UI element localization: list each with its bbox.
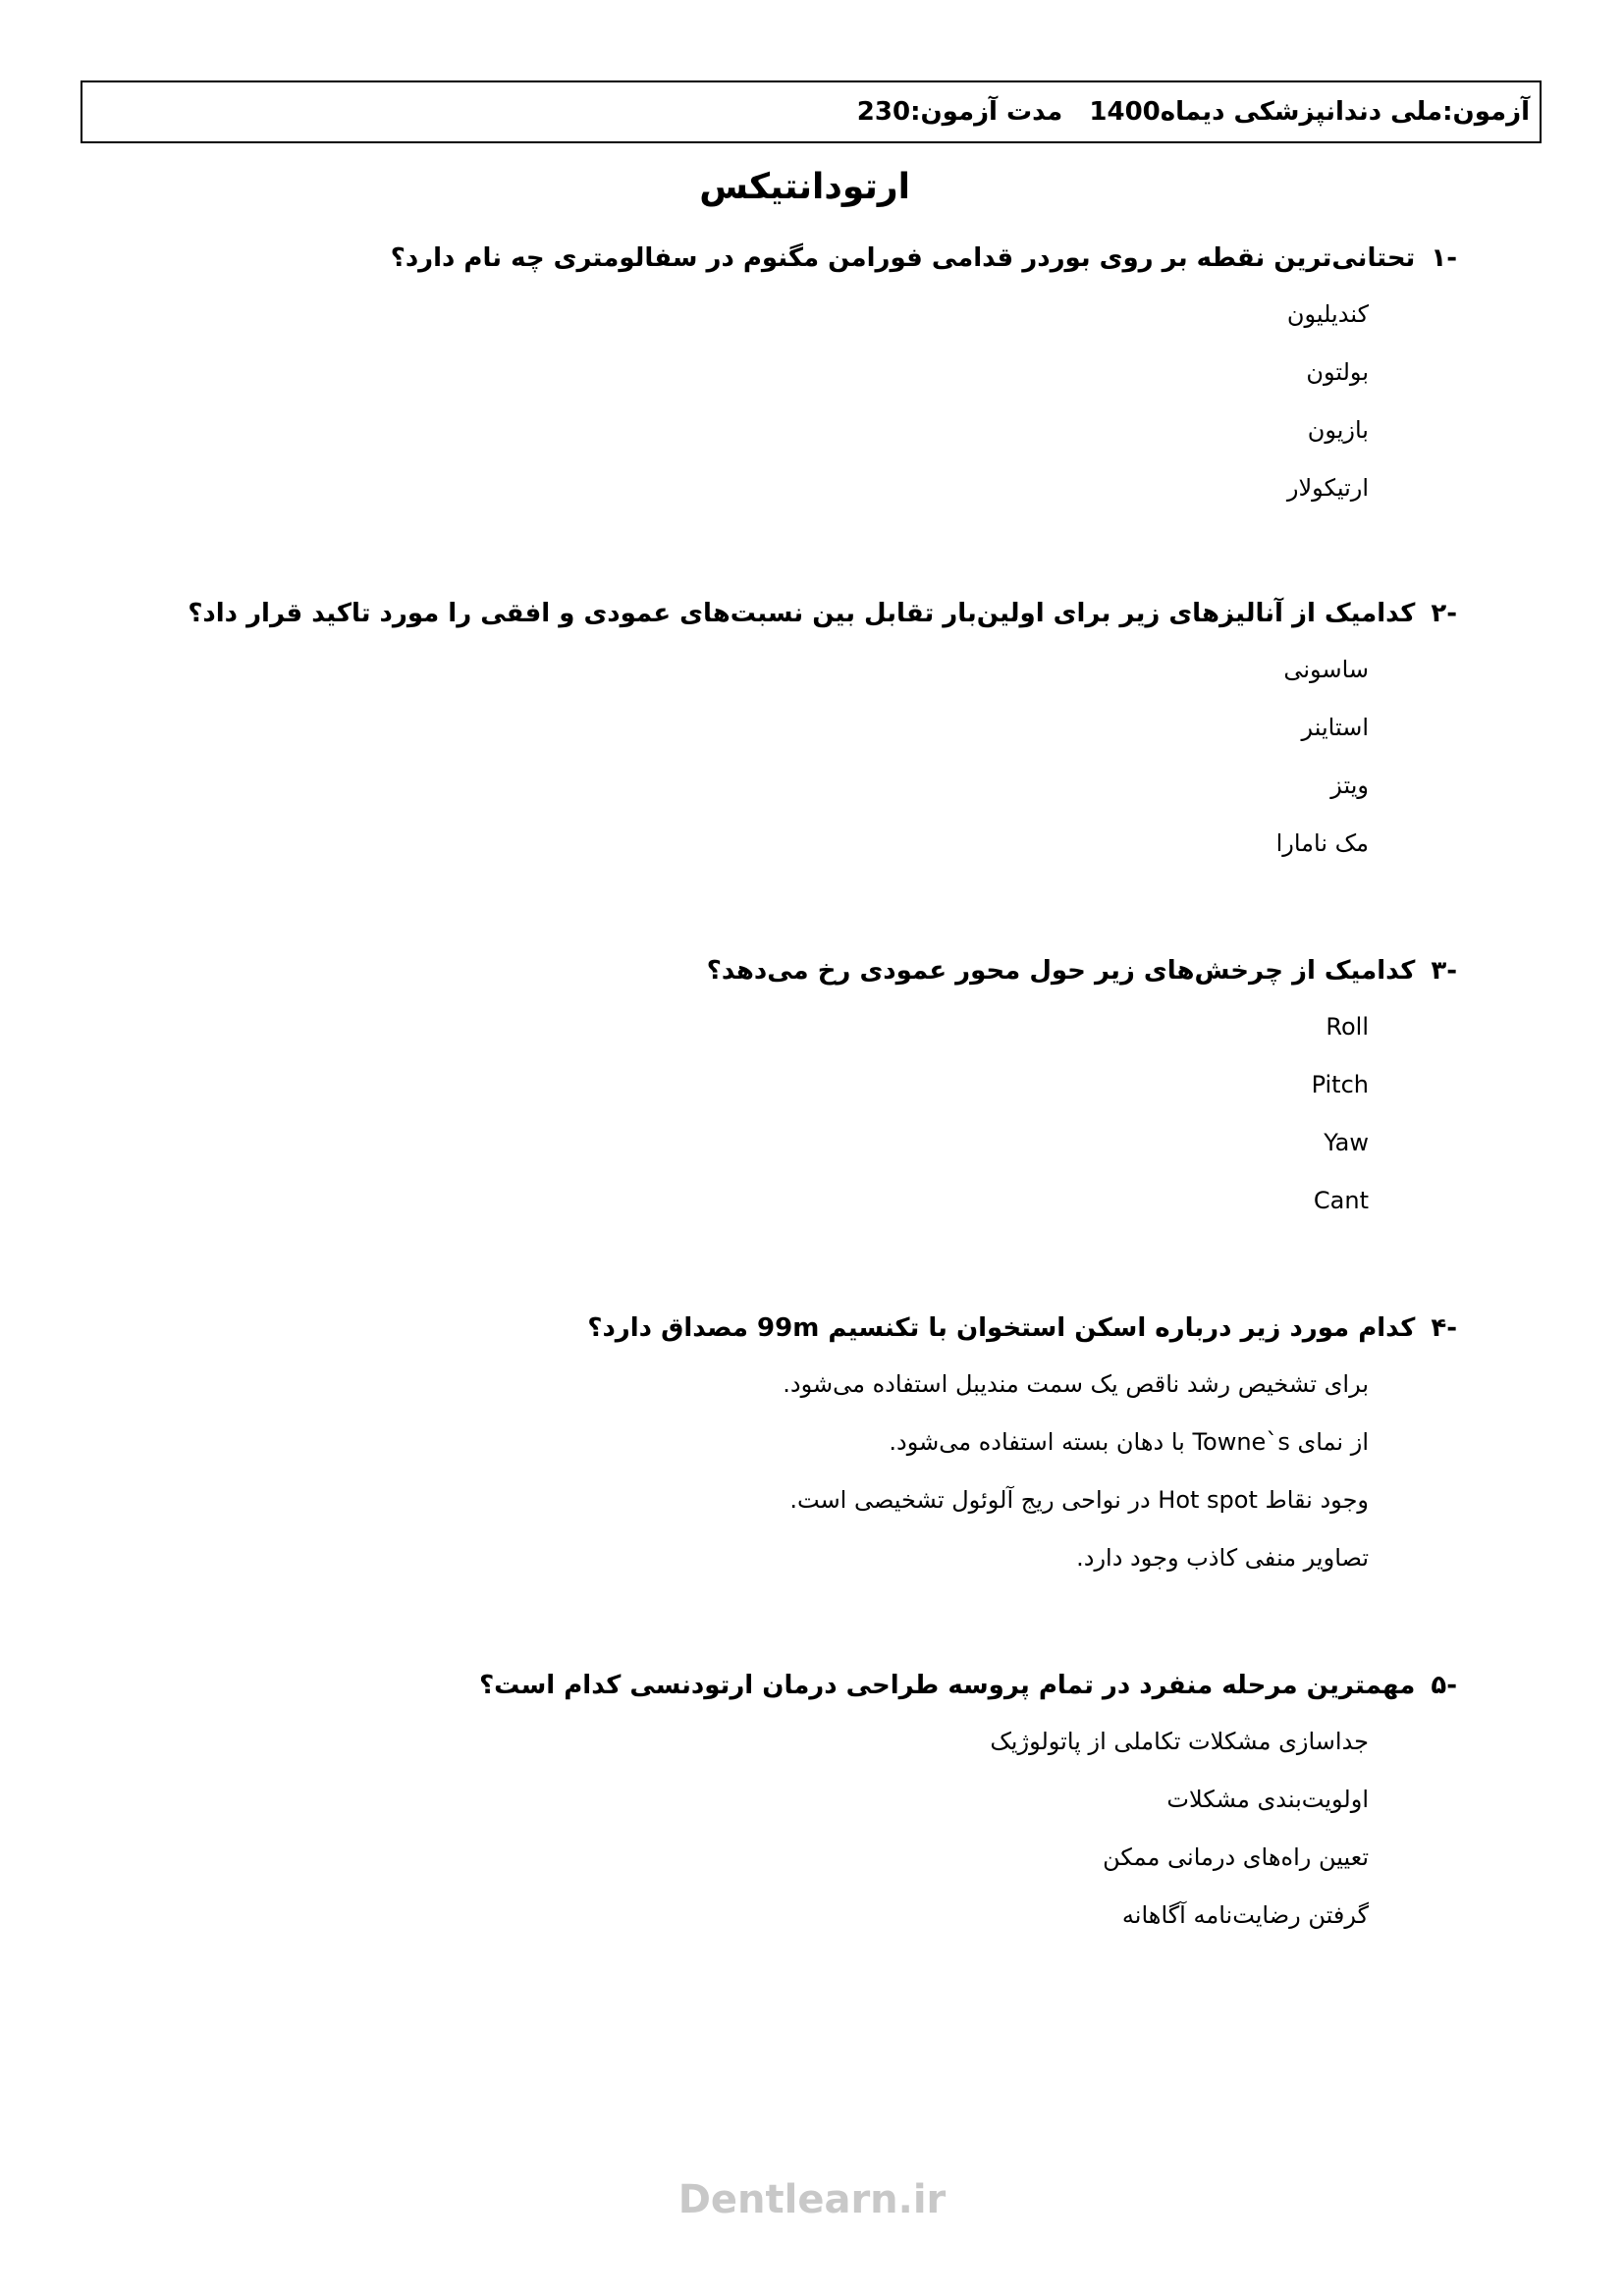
question-number: -۴ [1431, 1313, 1457, 1343]
option-3[interactable]: بازیون [1307, 416, 1369, 444]
options-list [479, 1724, 1369, 1955]
option-1[interactable]: جداسازی مشکلات تکاملی از پاتولوژیک [990, 1728, 1369, 1755]
option-4[interactable]: تصاویر منفی کاذب وجود دارد. [1076, 1544, 1369, 1572]
question-text: کدام مورد زیر درباره اسکن استخوان با تکنسیم 99m مصداق دارد؟ [587, 1313, 1416, 1343]
option-4[interactable]: ارتیکولار [1286, 474, 1369, 502]
question-5 [479, 1669, 1457, 1955]
option-1[interactable]: برای تشخیص رشد ناقص یک سمت مندیبل استفاده می‌شود. [783, 1370, 1369, 1398]
question-text: کدامیک از آنالیزهای زیر برای اولین‌بار تقابل بین نسبت‌های عمودی و افقی را مورد تاکید قرار داد؟ [188, 599, 1416, 628]
exam-label: آزمون:ملی دندانپزشکی دیماه1400 [1089, 97, 1530, 127]
option-1[interactable]: Roll [1326, 1013, 1369, 1041]
question-2 [188, 597, 1457, 883]
option-2[interactable]: اولویت‌بندی مشکلات [1166, 1786, 1369, 1813]
options-list [391, 296, 1369, 528]
section-title: ارتودانتیکس [699, 167, 910, 207]
question-number: -۲ [1431, 599, 1457, 628]
question-text: تحتانی‌ترین نقطه بر روی بوردر قدامی فورامن مگنوم در سفالومتری چه نام دارد؟ [390, 243, 1416, 273]
option-3[interactable]: تعیین راه‌های درمانی ممکن [1103, 1843, 1369, 1871]
option-3[interactable]: وجود نقاط Hot spot در نواحی ریج آلوئول تشخیصی است. [789, 1486, 1369, 1514]
option-2[interactable]: از نمای Towne`s با دهان بسته استفاده می‌شود. [889, 1428, 1369, 1456]
question-number: -۵ [1431, 1671, 1457, 1700]
question-number: -۱ [1431, 243, 1457, 273]
exam-duration: مدت آزمون:230 [856, 97, 1063, 127]
option-1[interactable]: ساسونی [1283, 656, 1369, 683]
option-4[interactable]: Cant [1313, 1187, 1369, 1214]
option-4[interactable]: گرفتن رضایت‌نامه آگاهانه [1121, 1901, 1369, 1929]
question-3 [707, 954, 1457, 1241]
question-1 [391, 241, 1457, 528]
option-1[interactable]: کندیلیون [1286, 300, 1369, 328]
question-text: مهمترین مرحله منفرد در تمام پروسه طراحی درمان ارتودنسی کدام است؟ [479, 1671, 1416, 1700]
option-4[interactable]: مک نامارا [1275, 829, 1369, 857]
option-2[interactable]: بولتون [1306, 358, 1369, 386]
exam-header [81, 80, 1542, 143]
options-list [707, 1009, 1369, 1241]
option-3[interactable]: ویتز [1330, 772, 1369, 799]
question-number: -۳ [1431, 956, 1457, 986]
question-text: کدامیک از چرخش‌های زیر حول محور عمودی رخ می‌دهد؟ [706, 956, 1416, 986]
option-2[interactable]: استاینر [1301, 714, 1369, 741]
options-list [587, 1366, 1369, 1598]
question-4 [587, 1311, 1457, 1598]
options-list [188, 652, 1369, 883]
watermark: Dentlearn.ir [677, 2177, 947, 2222]
option-2[interactable]: Pitch [1311, 1071, 1369, 1098]
option-3[interactable]: Yaw [1324, 1129, 1369, 1156]
